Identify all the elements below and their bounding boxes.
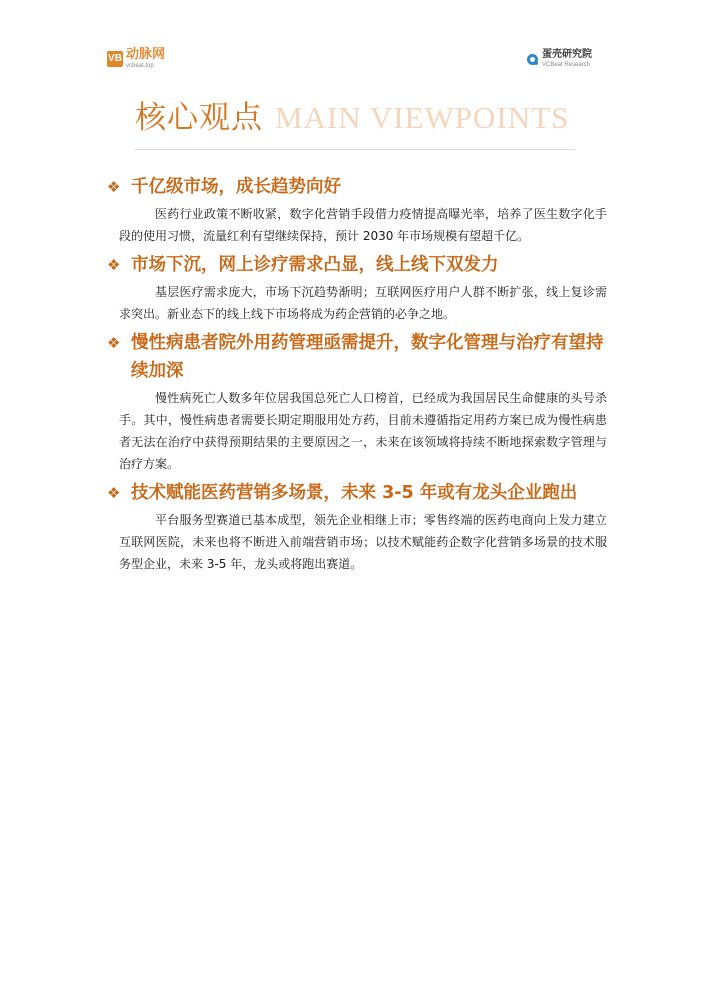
viewpoint-heading: 慢性病患者院外用药管理亟需提升，数字化管理与治疗有望持续加深 [131, 333, 604, 381]
search-ring-icon [527, 54, 538, 65]
page-title-en: MAIN VIEWPOINTS [275, 100, 570, 135]
viewpoint-body: 基层医疗需求庞大，市场下沉趋势渐明；互联网医疗用户人群不断扩张，线上复诊需求突出。新业态下的线上线下市场将成为药企营销的必争之地。 [119, 285, 607, 321]
viewpoint-section [107, 173, 607, 247]
diamond-bullet-icon: ❖ [107, 256, 121, 274]
diamond-bullet-icon: ❖ [107, 334, 121, 352]
page-title-cn: 核心观点 [135, 100, 263, 136]
page-title [135, 92, 569, 137]
viewpoint-section [107, 479, 607, 575]
page-header [0, 46, 710, 76]
title-divider [135, 149, 575, 150]
viewpoint-heading: 千亿级市场，成长趋势向好 [131, 177, 341, 197]
vcbeat-logo-url: vcbeat.top [126, 63, 154, 69]
viewpoint-body: 慢性病死亡人数多年位居我国总死亡人口榜首，已经成为我国居民生命健康的头号杀手。其中，慢性病患者需要长期定期服用处方药，目前未遵循指定用药方案已成为慢性病患者无法在治疗中获得预期结果的主要原因之一，未来在该领域将持续不断地探索数字管理与治疗方案。 [119, 391, 607, 471]
diamond-bullet-icon: ❖ [107, 484, 121, 502]
vcbeat-research-logo [527, 50, 592, 68]
viewpoint-section [107, 251, 607, 325]
viewpoint-body: 医药行业政策不断收紧，数字化营销手段借力疫情提高曝光率，培养了医生数字化手段的使用习惯，流量红利有望继续保持，预计 2030 年市场规模有望超千亿。 [119, 207, 607, 243]
research-logo-sub: VCBeat Research [542, 62, 591, 68]
research-logo-name: 蛋壳研究院 [542, 49, 592, 60]
viewpoint-section [107, 329, 607, 475]
vcbeat-logo-name: 动脉网 [126, 47, 166, 62]
viewpoint-body: 平台服务型赛道已基本成型，领先企业相继上市；零售终端的医药电商向上发力建立互联网医院，未来也将不断进入前端营销市场；以技术赋能药企数字化营销多场景的技术服务型企业，未来 3-5 年，龙头或将跑出赛道。 [119, 513, 607, 571]
viewpoints-list [107, 173, 607, 579]
diamond-bullet-icon: ❖ [107, 178, 121, 196]
vcbeat-logo [107, 48, 165, 69]
vcbeat-logo-mark: VB [107, 51, 123, 67]
viewpoint-heading: 技术赋能医药营销多场景，未来 3-5 年或有龙头企业跑出 [131, 483, 578, 503]
viewpoint-heading: 市场下沉，网上诊疗需求凸显，线上线下双发力 [131, 255, 499, 275]
